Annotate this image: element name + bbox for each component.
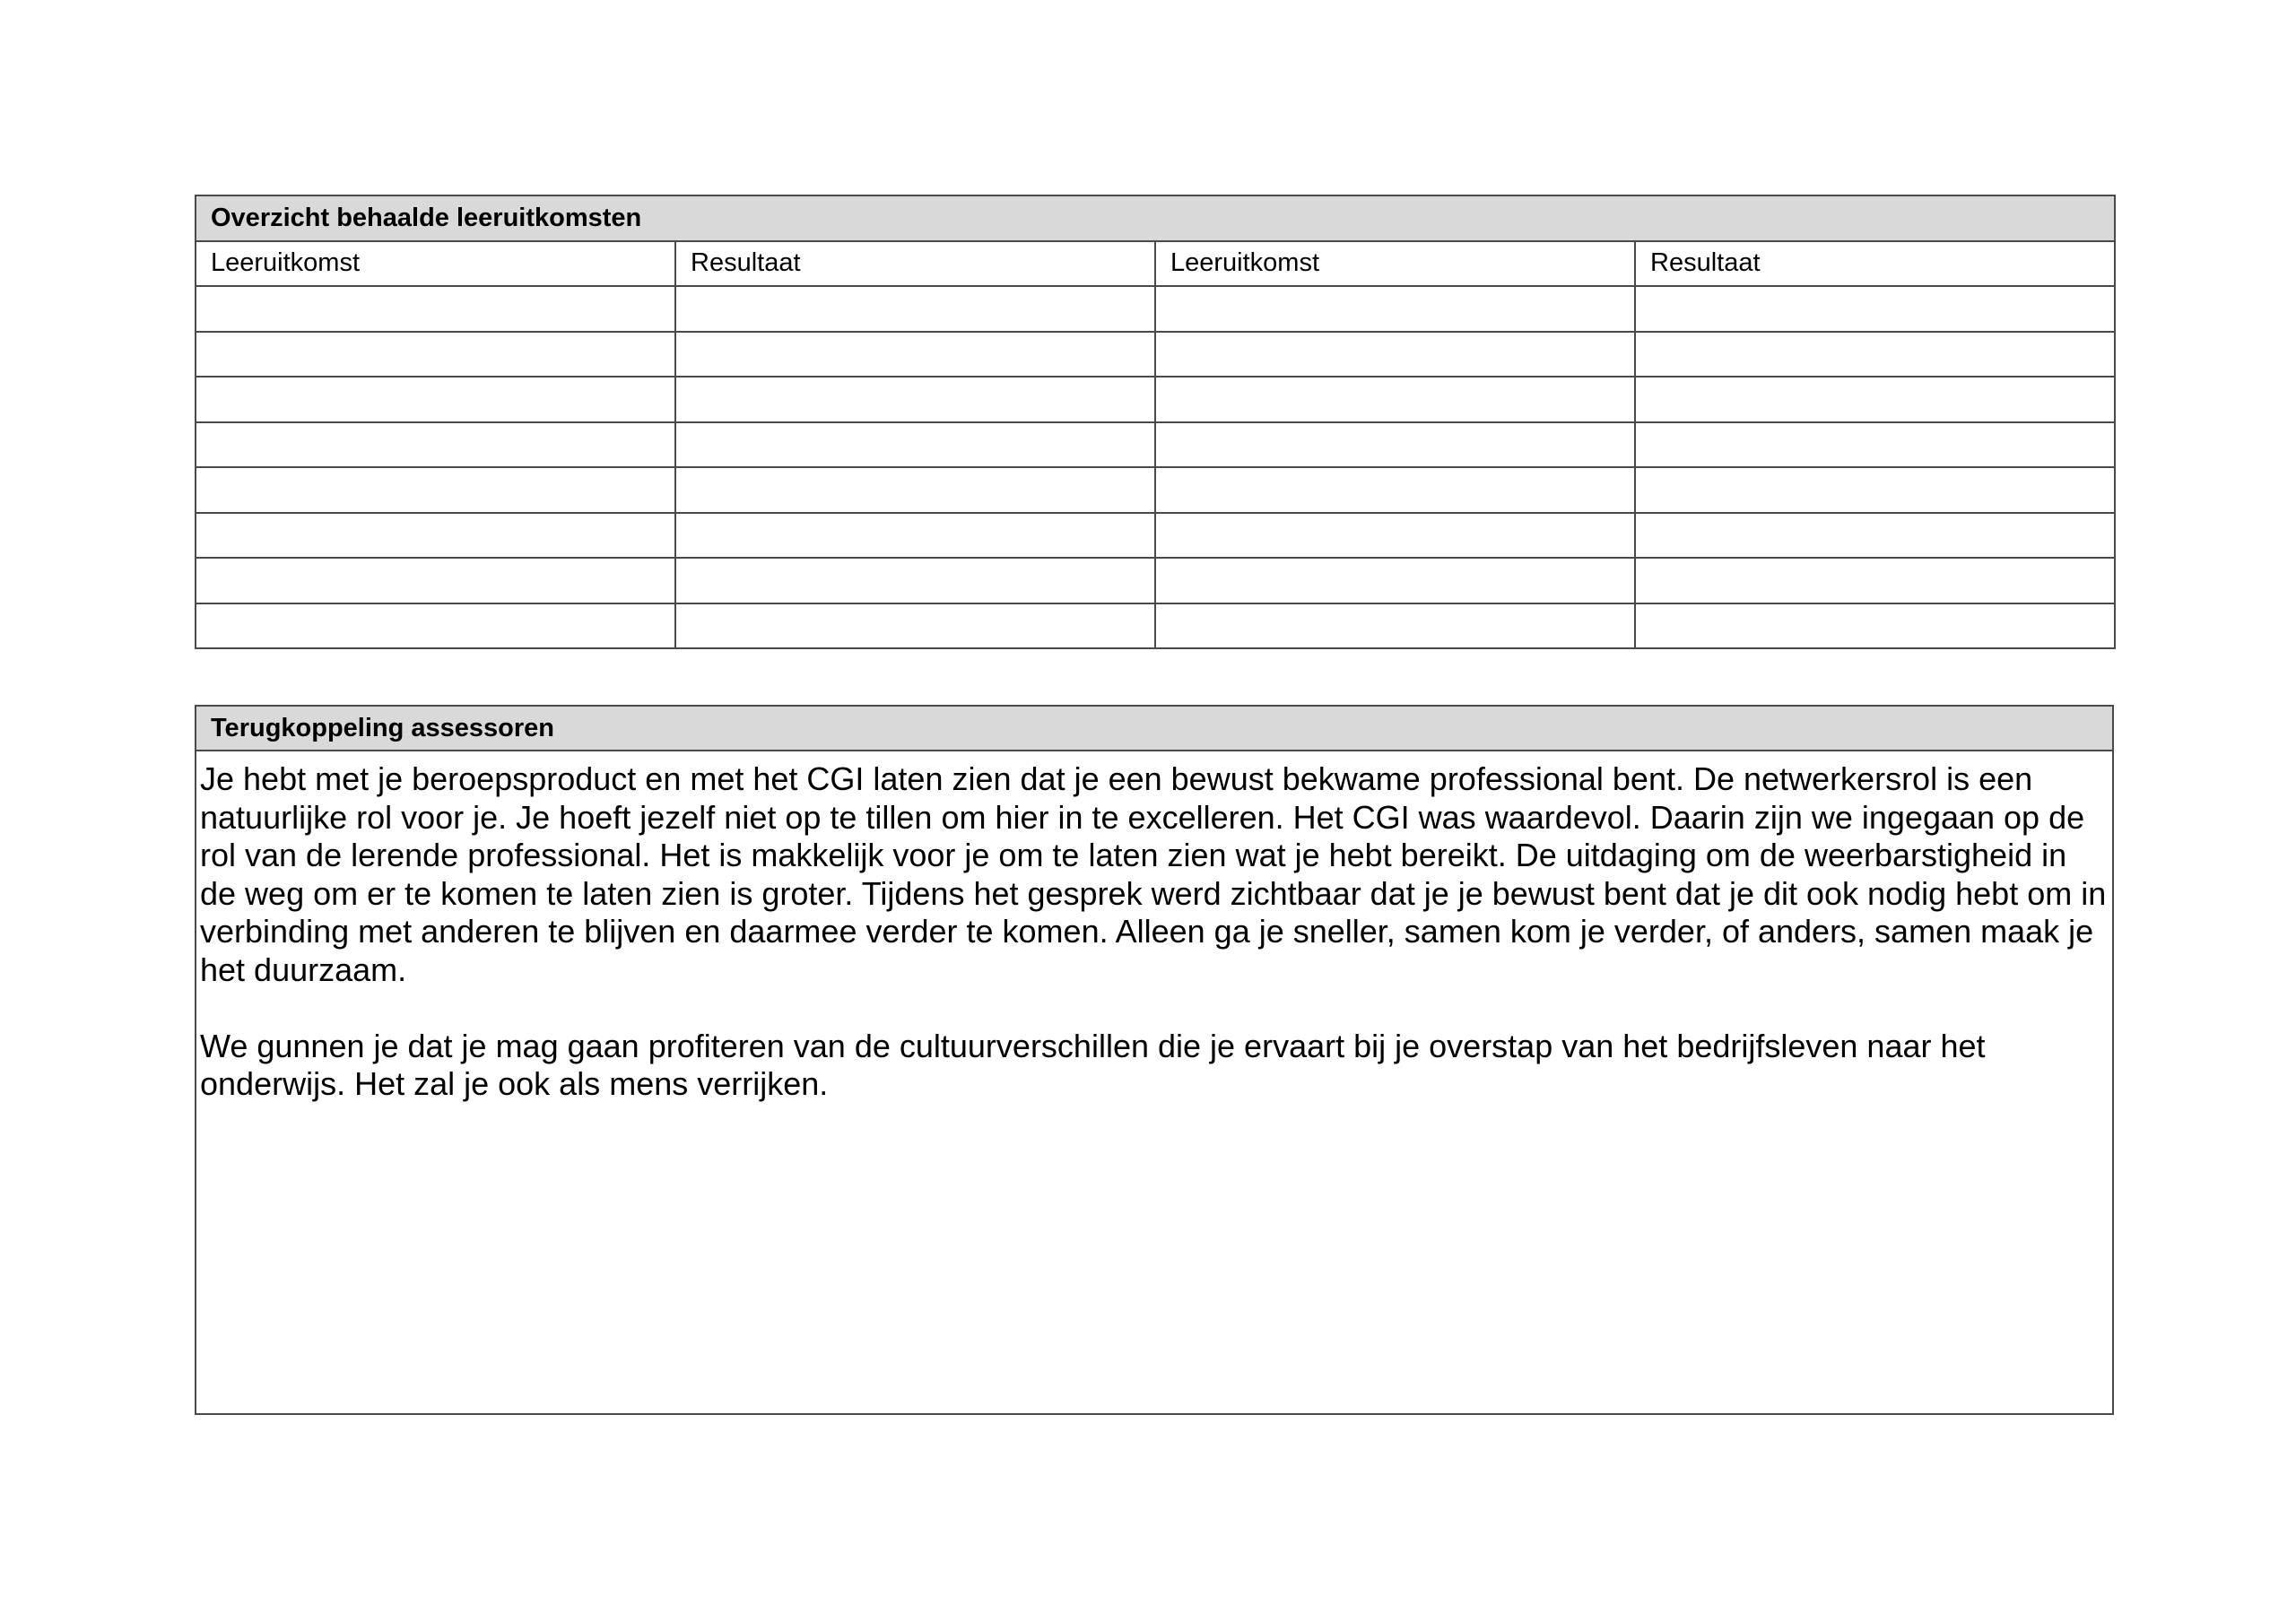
table-cell [675, 286, 1155, 332]
overview-title: Overzicht behaalde leeruitkomsten [196, 195, 2115, 241]
overview-table [195, 195, 2116, 649]
table-row [196, 377, 2115, 422]
table-row [196, 422, 2115, 468]
feedback-body-row [196, 751, 2113, 1414]
table-cell [675, 332, 1155, 378]
table-cell [1635, 603, 2115, 649]
table-cell [196, 422, 675, 468]
table-cell [675, 422, 1155, 468]
table-cell [1635, 558, 2115, 603]
table-cell [1155, 513, 1635, 559]
table-cell [1155, 422, 1635, 468]
table-cell [1155, 558, 1635, 603]
table-cell [1155, 332, 1635, 378]
table-cell [1155, 377, 1635, 422]
table-row [196, 467, 2115, 513]
table-cell [675, 513, 1155, 559]
table-cell [196, 377, 675, 422]
table-cell [1635, 286, 2115, 332]
column-header-leeruitkomst-2: Leeruitkomst [1155, 241, 1635, 287]
table-cell [1155, 603, 1635, 649]
column-header-leeruitkomst-1: Leeruitkomst [196, 241, 675, 287]
table-row [196, 603, 2115, 649]
table-cell [1635, 467, 2115, 513]
feedback-title: Terugkoppeling assessoren [196, 706, 2113, 751]
column-header-resultaat-2: Resultaat [1635, 241, 2115, 287]
table-row [196, 286, 2115, 332]
table-cell [1635, 377, 2115, 422]
feedback-text [196, 751, 2113, 1414]
table-cell [675, 467, 1155, 513]
table-cell [196, 558, 675, 603]
feedback-paragraph: Je hebt met je beroepsproduct en met het CGI laten zien dat je een bewust bekwame professional bent. De netwerkersrol is een natuurlijke rol voor je. Je hoeft jezelf niet op te tillen om hier in te excelleren. Het CGI was waardevol. Daarin zijn we ingegaan op de rol van de lerende professional. Het is makkelijk voor je om te laten zien wat je hebt bereikt. De uitdaging om de weerbarstigheid in de weg om er te komen te laten zien is groter. Tijdens het gesprek werd zichtbaar dat je je bewust bent dat je dit ook nodig hebt om in verbinding met anderen te blijven en daarmee verder te komen. Alleen ga je sneller, samen kom je verder, of anders, samen maak je het duurzaam. [200, 760, 2107, 988]
table-cell [675, 603, 1155, 649]
table-cell [196, 332, 675, 378]
table-cell [1635, 332, 2115, 378]
table-row [196, 558, 2115, 603]
table-cell [1635, 513, 2115, 559]
table-cell [1155, 286, 1635, 332]
overview-header-row [196, 195, 2115, 241]
table-cell [1155, 467, 1635, 513]
table-row [196, 513, 2115, 559]
table-cell [196, 603, 675, 649]
table-cell [196, 467, 675, 513]
table-cell [196, 286, 675, 332]
feedback-paragraph: We gunnen je dat je mag gaan profiteren van de cultuurverschillen die je ervaart bij je overstap van het bedrijfsleven naar het onderwijs. Het zal je ook als mens verrijken. [200, 1027, 1986, 1102]
feedback-header-row [196, 706, 2113, 751]
table-cell [1635, 422, 2115, 468]
column-header-resultaat-1: Resultaat [675, 241, 1155, 287]
feedback-table [195, 705, 2114, 1415]
overview-column-row [196, 241, 2115, 287]
table-cell [196, 513, 675, 559]
table-cell [675, 377, 1155, 422]
table-row [196, 332, 2115, 378]
table-cell [675, 558, 1155, 603]
